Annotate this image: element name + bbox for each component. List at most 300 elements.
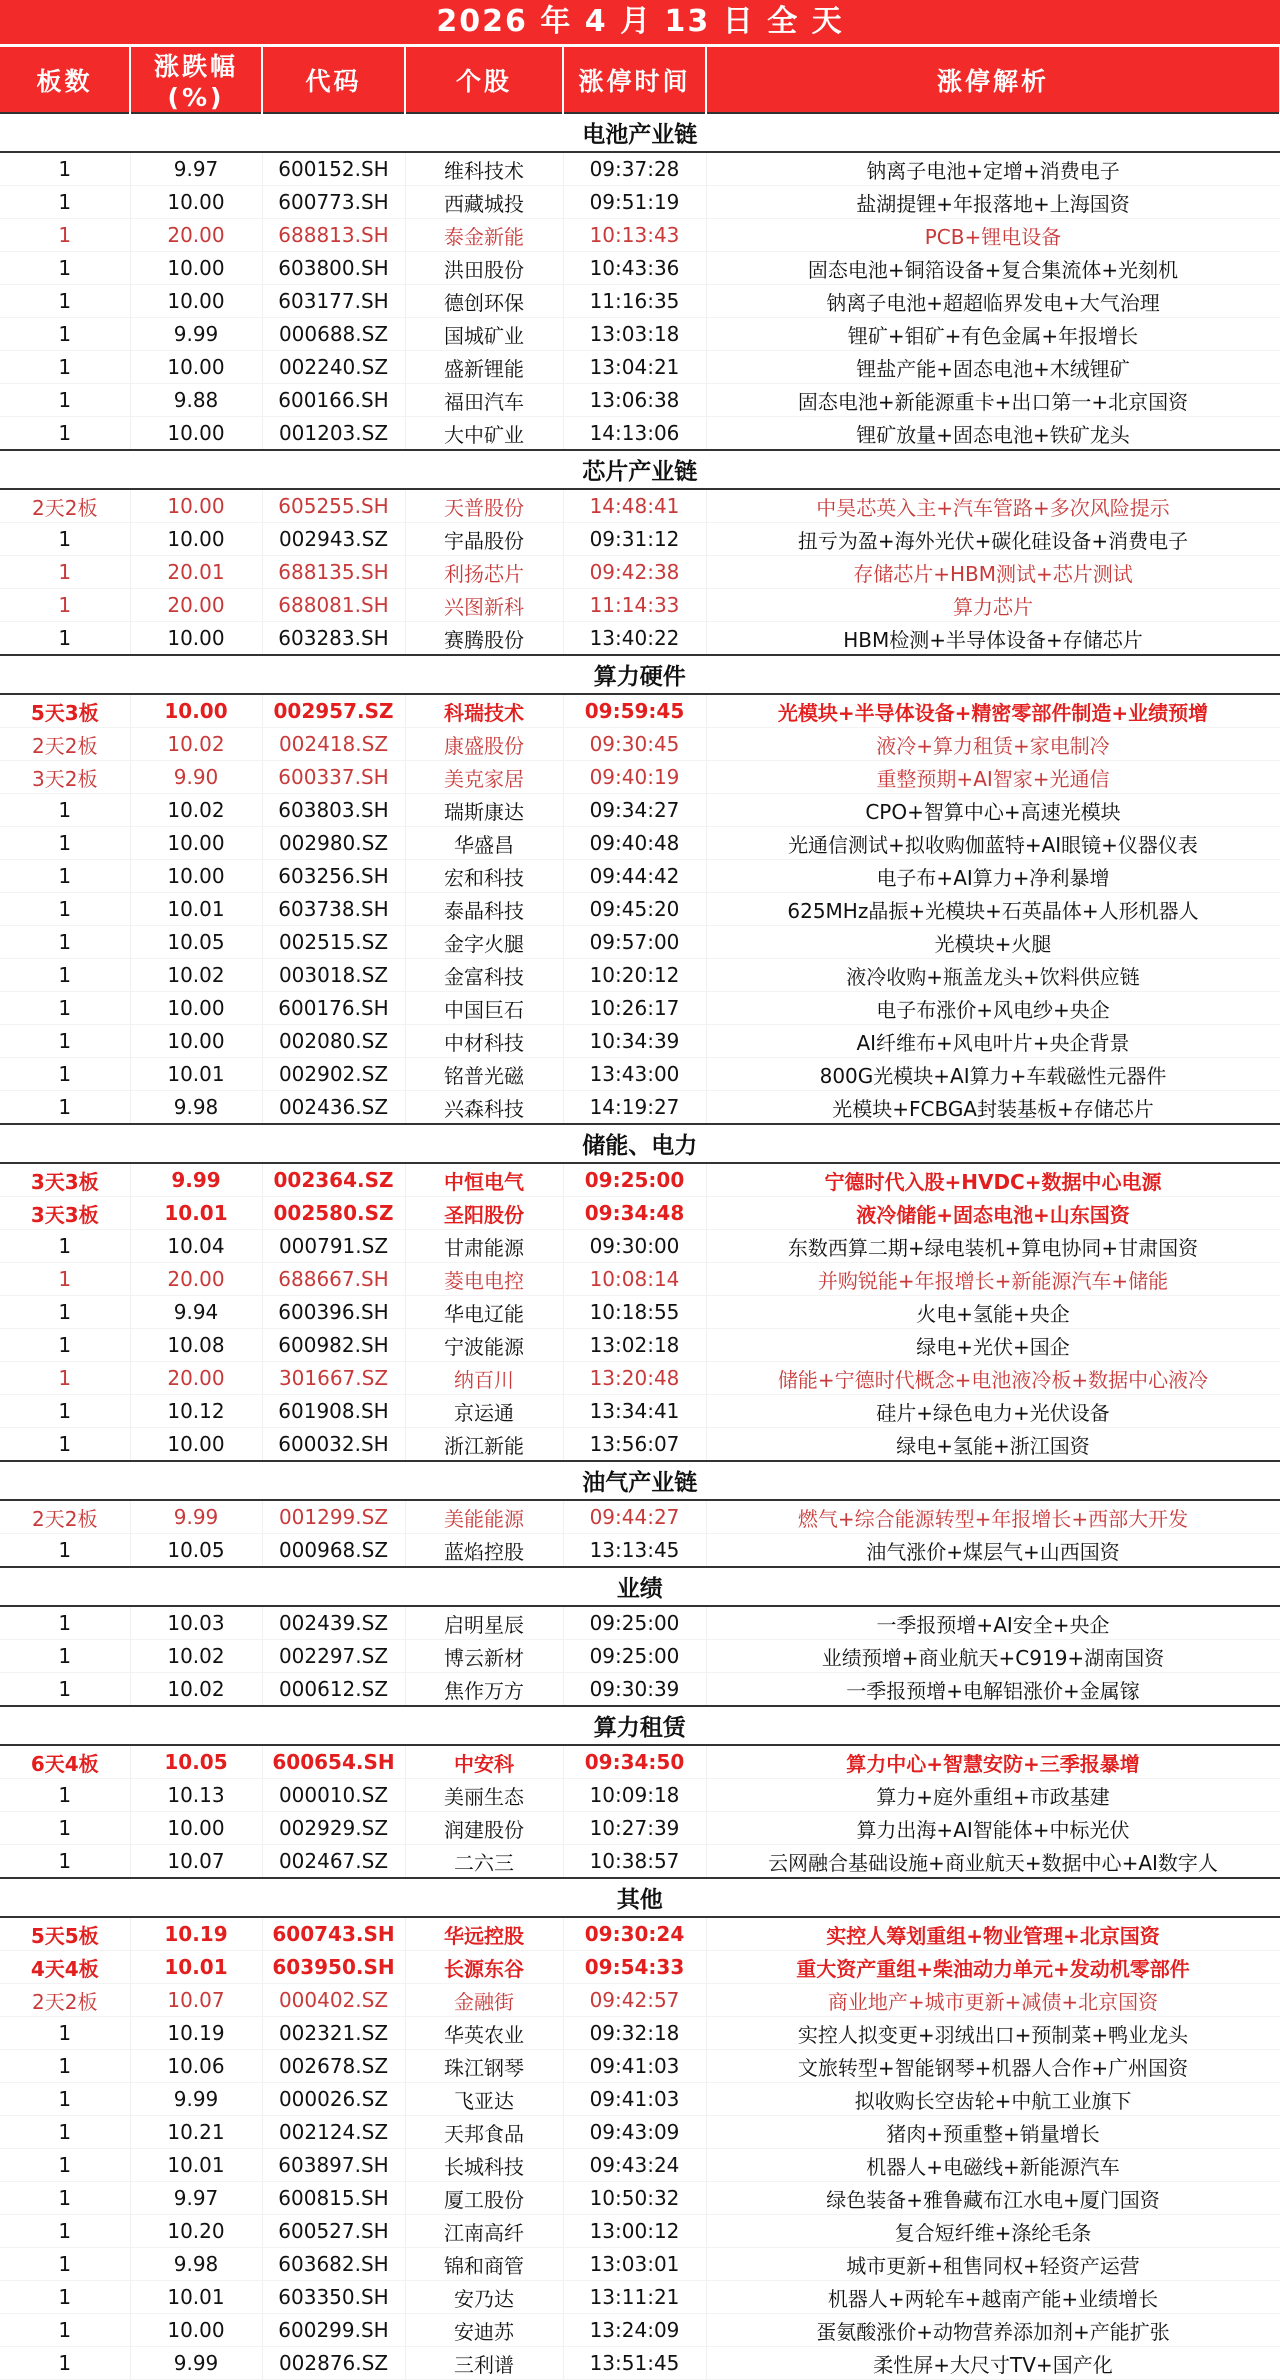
stock-code-cell: 002876.SZ bbox=[262, 2347, 405, 2380]
stock-name-cell: 锦和商管 bbox=[405, 2248, 563, 2281]
analysis-cell: 商业地产+城市更新+减债+北京国资 bbox=[706, 1984, 1280, 2017]
stock-code-cell: 000402.SZ bbox=[262, 1984, 405, 2017]
limit-time-cell: 14:48:41 bbox=[563, 489, 706, 523]
table-row bbox=[0, 489, 1280, 523]
stock-name-cell: 赛腾股份 bbox=[405, 622, 563, 656]
section-row bbox=[0, 1567, 1280, 1606]
header-limit-time: 涨停时间 bbox=[563, 47, 706, 113]
change-pct-cell: 10.01 bbox=[130, 1951, 262, 1984]
board-count-cell: 1 bbox=[0, 1329, 130, 1362]
board-count-cell: 1 bbox=[0, 2182, 130, 2215]
analysis-cell: 盐湖提锂+年报落地+上海国资 bbox=[706, 186, 1280, 219]
limit-time-cell: 09:57:00 bbox=[563, 926, 706, 959]
analysis-cell: 宁德时代入股+HVDC+数据中心电源 bbox=[706, 1163, 1280, 1197]
change-pct-cell: 10.12 bbox=[130, 1395, 262, 1428]
stock-name-cell: 中恒电气 bbox=[405, 1163, 563, 1197]
analysis-cell: 猪肉+预重整+销量增长 bbox=[706, 2116, 1280, 2149]
table-row bbox=[0, 1917, 1280, 1951]
change-pct-cell: 10.00 bbox=[130, 1428, 262, 1462]
analysis-cell: AI纤维布+风电叶片+央企背景 bbox=[706, 1025, 1280, 1058]
analysis-cell: 625MHz晶振+光模块+石英晶体+人形机器人 bbox=[706, 893, 1280, 926]
stock-code-cell: 605255.SH bbox=[262, 489, 405, 523]
stock-name-cell: 盛新锂能 bbox=[405, 351, 563, 384]
limit-time-cell: 09:34:27 bbox=[563, 794, 706, 827]
change-pct-cell: 10.13 bbox=[130, 1779, 262, 1812]
board-count-cell: 1 bbox=[0, 1362, 130, 1395]
table-row bbox=[0, 2017, 1280, 2050]
analysis-cell: PCB+锂电设备 bbox=[706, 219, 1280, 252]
stock-code-cell: 002124.SZ bbox=[262, 2116, 405, 2149]
limit-time-cell: 10:38:57 bbox=[563, 1845, 706, 1879]
limit-time-cell: 13:03:18 bbox=[563, 318, 706, 351]
limit-time-cell: 13:03:01 bbox=[563, 2248, 706, 2281]
stock-name-cell: 宏和科技 bbox=[405, 860, 563, 893]
table-row bbox=[0, 2050, 1280, 2083]
limit-time-cell: 09:44:42 bbox=[563, 860, 706, 893]
change-pct-cell: 10.00 bbox=[130, 860, 262, 893]
table-row bbox=[0, 794, 1280, 827]
limit-time-cell: 13:24:09 bbox=[563, 2314, 706, 2347]
stock-name-cell: 华远控股 bbox=[405, 1917, 563, 1951]
change-pct-cell: 20.01 bbox=[130, 556, 262, 589]
change-pct-cell: 10.00 bbox=[130, 351, 262, 384]
limit-time-cell: 09:41:03 bbox=[563, 2050, 706, 2083]
analysis-cell: 钠离子电池+定增+消费电子 bbox=[706, 152, 1280, 186]
board-count-cell: 1 bbox=[0, 1025, 130, 1058]
board-count-cell: 1 bbox=[0, 1812, 130, 1845]
limit-time-cell: 09:44:27 bbox=[563, 1500, 706, 1534]
analysis-cell: 文旅转型+智能钢琴+机器人合作+广州国资 bbox=[706, 2050, 1280, 2083]
table-row bbox=[0, 1197, 1280, 1230]
analysis-cell: 重整预期+AI智家+光通信 bbox=[706, 761, 1280, 794]
stock-code-cell: 002297.SZ bbox=[262, 1640, 405, 1673]
table-row bbox=[0, 1745, 1280, 1779]
analysis-cell: 蛋氨酸涨价+动物营养添加剂+产能扩张 bbox=[706, 2314, 1280, 2347]
stock-name-cell: 纳百川 bbox=[405, 1362, 563, 1395]
limit-time-cell: 10:43:36 bbox=[563, 252, 706, 285]
analysis-cell: 绿色装备+雅鲁藏布江水电+厦门国资 bbox=[706, 2182, 1280, 2215]
table-row bbox=[0, 893, 1280, 926]
stock-code-cell: 002467.SZ bbox=[262, 1845, 405, 1879]
analysis-cell: 算力出海+AI智能体+中标光伏 bbox=[706, 1812, 1280, 1845]
analysis-cell: 机器人+电磁线+新能源汽车 bbox=[706, 2149, 1280, 2182]
stock-name-cell: 二六三 bbox=[405, 1845, 563, 1879]
limit-time-cell: 09:30:39 bbox=[563, 1673, 706, 1707]
table-row bbox=[0, 694, 1280, 728]
analysis-cell: 光模块+半导体设备+精密零部件制造+业绩预增 bbox=[706, 694, 1280, 728]
analysis-cell: 固态电池+铜箔设备+复合集流体+光刻机 bbox=[706, 252, 1280, 285]
limit-time-cell: 13:43:00 bbox=[563, 1058, 706, 1091]
header-code: 代码 bbox=[262, 47, 405, 113]
table-row bbox=[0, 1263, 1280, 1296]
section-title: 电池产业链 bbox=[0, 113, 1280, 152]
stock-code-cell: 000968.SZ bbox=[262, 1534, 405, 1568]
stock-name-cell: 安迪苏 bbox=[405, 2314, 563, 2347]
table-row bbox=[0, 2215, 1280, 2248]
table-body bbox=[0, 113, 1280, 2380]
change-pct-cell: 9.88 bbox=[130, 384, 262, 417]
change-pct-cell: 10.01 bbox=[130, 1197, 262, 1230]
stock-code-cell: 002418.SZ bbox=[262, 728, 405, 761]
change-pct-cell: 10.00 bbox=[130, 489, 262, 523]
limit-time-cell: 10:18:55 bbox=[563, 1296, 706, 1329]
stock-code-cell: 603897.SH bbox=[262, 2149, 405, 2182]
table-row bbox=[0, 252, 1280, 285]
limit-time-cell: 13:06:38 bbox=[563, 384, 706, 417]
table-row bbox=[0, 318, 1280, 351]
board-count-cell: 1 bbox=[0, 926, 130, 959]
analysis-cell: 电子布涨价+风电纱+央企 bbox=[706, 992, 1280, 1025]
limit-time-cell: 09:43:09 bbox=[563, 2116, 706, 2149]
analysis-cell: 储能+宁德时代概念+电池液冷板+数据中心液冷 bbox=[706, 1362, 1280, 1395]
change-pct-cell: 10.20 bbox=[130, 2215, 262, 2248]
change-pct-cell: 10.01 bbox=[130, 2281, 262, 2314]
limit-time-cell: 09:32:18 bbox=[563, 2017, 706, 2050]
change-pct-cell: 9.99 bbox=[130, 2083, 262, 2116]
stock-code-cell: 600337.SH bbox=[262, 761, 405, 794]
change-pct-cell: 9.99 bbox=[130, 2347, 262, 2380]
stock-name-cell: 康盛股份 bbox=[405, 728, 563, 761]
change-pct-cell: 10.04 bbox=[130, 1230, 262, 1263]
table-row bbox=[0, 2248, 1280, 2281]
stock-name-cell: 宁波能源 bbox=[405, 1329, 563, 1362]
board-count-cell: 1 bbox=[0, 351, 130, 384]
stock-name-cell: 福田汽车 bbox=[405, 384, 563, 417]
limit-time-cell: 09:25:00 bbox=[563, 1640, 706, 1673]
stock-name-cell: 京运通 bbox=[405, 1395, 563, 1428]
table-row bbox=[0, 860, 1280, 893]
analysis-cell: 一季报预增+AI安全+央企 bbox=[706, 1606, 1280, 1640]
analysis-cell: CPO+智算中心+高速光模块 bbox=[706, 794, 1280, 827]
table-row bbox=[0, 959, 1280, 992]
change-pct-cell: 10.02 bbox=[130, 728, 262, 761]
section-title: 油气产业链 bbox=[0, 1461, 1280, 1500]
table-row bbox=[0, 523, 1280, 556]
limit-time-cell: 13:51:45 bbox=[563, 2347, 706, 2380]
board-count-cell: 5天3板 bbox=[0, 694, 130, 728]
board-count-cell: 1 bbox=[0, 523, 130, 556]
analysis-cell: 中昊芯英入主+汽车管路+多次风险提示 bbox=[706, 489, 1280, 523]
limit-time-cell: 09:30:45 bbox=[563, 728, 706, 761]
table-row bbox=[0, 1812, 1280, 1845]
change-pct-cell: 10.00 bbox=[130, 1025, 262, 1058]
stock-name-cell: 厦工股份 bbox=[405, 2182, 563, 2215]
limit-time-cell: 13:13:45 bbox=[563, 1534, 706, 1568]
limit-time-cell: 13:40:22 bbox=[563, 622, 706, 656]
stock-name-cell: 天邦食品 bbox=[405, 2116, 563, 2149]
board-count-cell: 3天3板 bbox=[0, 1197, 130, 1230]
board-count-cell: 1 bbox=[0, 252, 130, 285]
stock-code-cell: 600527.SH bbox=[262, 2215, 405, 2248]
table-row bbox=[0, 417, 1280, 451]
limit-time-cell: 10:27:39 bbox=[563, 1812, 706, 1845]
table-row bbox=[0, 589, 1280, 622]
board-count-cell: 1 bbox=[0, 2083, 130, 2116]
table-row bbox=[0, 186, 1280, 219]
stock-code-cell: 600815.SH bbox=[262, 2182, 405, 2215]
table-row bbox=[0, 1230, 1280, 1263]
board-count-cell: 1 bbox=[0, 2281, 130, 2314]
section-title: 其他 bbox=[0, 1878, 1280, 1917]
limit-time-cell: 09:34:48 bbox=[563, 1197, 706, 1230]
change-pct-cell: 10.00 bbox=[130, 622, 262, 656]
change-pct-cell: 10.06 bbox=[130, 2050, 262, 2083]
table-row bbox=[0, 384, 1280, 417]
board-count-cell: 1 bbox=[0, 318, 130, 351]
stock-code-cell: 000612.SZ bbox=[262, 1673, 405, 1707]
board-count-cell: 5天5板 bbox=[0, 1917, 130, 1951]
table-row bbox=[0, 761, 1280, 794]
analysis-cell: 液冷收购+瓶盖龙头+饮料供应链 bbox=[706, 959, 1280, 992]
board-count-cell: 1 bbox=[0, 1534, 130, 1568]
analysis-cell: 绿电+氢能+浙江国资 bbox=[706, 1428, 1280, 1462]
change-pct-cell: 10.00 bbox=[130, 523, 262, 556]
stock-code-cell: 002439.SZ bbox=[262, 1606, 405, 1640]
section-title: 芯片产业链 bbox=[0, 450, 1280, 489]
analysis-cell: 电子布+AI算力+净利暴增 bbox=[706, 860, 1280, 893]
change-pct-cell: 20.00 bbox=[130, 1263, 262, 1296]
table-row bbox=[0, 1025, 1280, 1058]
analysis-cell: 钠离子电池+超超临界发电+大气治理 bbox=[706, 285, 1280, 318]
stock-name-cell: 飞亚达 bbox=[405, 2083, 563, 2116]
stock-code-cell: 003018.SZ bbox=[262, 959, 405, 992]
limit-up-table bbox=[0, 47, 1280, 2380]
change-pct-cell: 9.98 bbox=[130, 1091, 262, 1125]
board-count-cell: 1 bbox=[0, 152, 130, 186]
board-count-cell: 1 bbox=[0, 622, 130, 656]
header-board-count: 板数 bbox=[0, 47, 130, 113]
limit-time-cell: 10:20:12 bbox=[563, 959, 706, 992]
board-count-cell: 1 bbox=[0, 1845, 130, 1879]
stock-name-cell: 国城矿业 bbox=[405, 318, 563, 351]
change-pct-cell: 10.05 bbox=[130, 1745, 262, 1779]
stock-code-cell: 002943.SZ bbox=[262, 523, 405, 556]
analysis-cell: HBM检测+半导体设备+存储芯片 bbox=[706, 622, 1280, 656]
stock-code-cell: 603950.SH bbox=[262, 1951, 405, 1984]
table-row bbox=[0, 1779, 1280, 1812]
analysis-cell: 扭亏为盈+海外光伏+碳化硅设备+消费电子 bbox=[706, 523, 1280, 556]
board-count-cell: 1 bbox=[0, 794, 130, 827]
stock-name-cell: 西藏城投 bbox=[405, 186, 563, 219]
board-count-cell: 1 bbox=[0, 827, 130, 860]
stock-name-cell: 铭普光磁 bbox=[405, 1058, 563, 1091]
stock-name-cell: 三利谱 bbox=[405, 2347, 563, 2380]
board-count-cell: 1 bbox=[0, 959, 130, 992]
limit-time-cell: 09:40:19 bbox=[563, 761, 706, 794]
change-pct-cell: 10.05 bbox=[130, 1534, 262, 1568]
board-count-cell: 1 bbox=[0, 589, 130, 622]
stock-code-cell: 001203.SZ bbox=[262, 417, 405, 451]
limit-time-cell: 13:00:12 bbox=[563, 2215, 706, 2248]
stock-code-cell: 002515.SZ bbox=[262, 926, 405, 959]
stock-name-cell: 焦作万方 bbox=[405, 1673, 563, 1707]
stock-name-cell: 维科技术 bbox=[405, 152, 563, 186]
board-count-cell: 2天2板 bbox=[0, 1500, 130, 1534]
header-change-pct: 涨跌幅(%) bbox=[130, 47, 262, 113]
stock-name-cell: 浙江新能 bbox=[405, 1428, 563, 1462]
change-pct-cell: 9.99 bbox=[130, 318, 262, 351]
stock-code-cell: 688667.SH bbox=[262, 1263, 405, 1296]
stock-code-cell: 600773.SH bbox=[262, 186, 405, 219]
stock-name-cell: 蓝焰控股 bbox=[405, 1534, 563, 1568]
change-pct-cell: 10.07 bbox=[130, 1845, 262, 1879]
stock-code-cell: 002902.SZ bbox=[262, 1058, 405, 1091]
header-row bbox=[0, 47, 1280, 113]
stock-name-cell: 泰晶科技 bbox=[405, 893, 563, 926]
change-pct-cell: 10.05 bbox=[130, 926, 262, 959]
board-count-cell: 1 bbox=[0, 2314, 130, 2347]
board-count-cell: 1 bbox=[0, 2149, 130, 2182]
change-pct-cell: 10.01 bbox=[130, 1058, 262, 1091]
table-row bbox=[0, 622, 1280, 656]
change-pct-cell: 10.21 bbox=[130, 2116, 262, 2149]
limit-time-cell: 09:43:24 bbox=[563, 2149, 706, 2182]
board-count-cell: 3天2板 bbox=[0, 761, 130, 794]
board-count-cell: 1 bbox=[0, 2116, 130, 2149]
stock-code-cell: 603738.SH bbox=[262, 893, 405, 926]
limit-time-cell: 13:20:48 bbox=[563, 1362, 706, 1395]
analysis-cell: 液冷储能+固态电池+山东国资 bbox=[706, 1197, 1280, 1230]
change-pct-cell: 20.00 bbox=[130, 1362, 262, 1395]
stock-code-cell: 002080.SZ bbox=[262, 1025, 405, 1058]
table-row bbox=[0, 1329, 1280, 1362]
board-count-cell: 1 bbox=[0, 2215, 130, 2248]
section-title: 业绩 bbox=[0, 1567, 1280, 1606]
analysis-cell: 液冷+算力租赁+家电制冷 bbox=[706, 728, 1280, 761]
section-title: 储能、电力 bbox=[0, 1124, 1280, 1163]
limit-time-cell: 09:25:00 bbox=[563, 1163, 706, 1197]
limit-time-cell: 13:11:21 bbox=[563, 2281, 706, 2314]
board-count-cell: 1 bbox=[0, 893, 130, 926]
table-row bbox=[0, 152, 1280, 186]
change-pct-cell: 10.00 bbox=[130, 2314, 262, 2347]
stock-name-cell: 洪田股份 bbox=[405, 252, 563, 285]
stock-name-cell: 华英农业 bbox=[405, 2017, 563, 2050]
board-count-cell: 1 bbox=[0, 1263, 130, 1296]
limit-time-cell: 10:09:18 bbox=[563, 1779, 706, 1812]
analysis-cell: 算力中心+智慧安防+三季报暴增 bbox=[706, 1745, 1280, 1779]
analysis-cell: 重大资产重组+柴油动力单元+发动机零部件 bbox=[706, 1951, 1280, 1984]
change-pct-cell: 10.00 bbox=[130, 694, 262, 728]
limit-time-cell: 09:40:48 bbox=[563, 827, 706, 860]
analysis-cell: 算力+庭外重组+市政基建 bbox=[706, 1779, 1280, 1812]
analysis-cell: 拟收购长空齿轮+中航工业旗下 bbox=[706, 2083, 1280, 2116]
board-count-cell: 1 bbox=[0, 219, 130, 252]
stock-code-cell: 603283.SH bbox=[262, 622, 405, 656]
change-pct-cell: 10.19 bbox=[130, 2017, 262, 2050]
stock-code-cell: 601908.SH bbox=[262, 1395, 405, 1428]
stock-name-cell: 美能能源 bbox=[405, 1500, 563, 1534]
section-row bbox=[0, 655, 1280, 694]
stock-code-cell: 002364.SZ bbox=[262, 1163, 405, 1197]
limit-time-cell: 09:31:12 bbox=[563, 523, 706, 556]
limit-time-cell: 14:19:27 bbox=[563, 1091, 706, 1125]
board-count-cell: 6天4板 bbox=[0, 1745, 130, 1779]
change-pct-cell: 20.00 bbox=[130, 589, 262, 622]
table-row bbox=[0, 556, 1280, 589]
analysis-cell: 锂矿+钼矿+有色金属+年报增长 bbox=[706, 318, 1280, 351]
stock-name-cell: 兴森科技 bbox=[405, 1091, 563, 1125]
analysis-cell: 硅片+绿色电力+光伏设备 bbox=[706, 1395, 1280, 1428]
board-count-cell: 1 bbox=[0, 2017, 130, 2050]
analysis-cell: 机器人+两轮车+越南产能+业绩增长 bbox=[706, 2281, 1280, 2314]
stock-name-cell: 天普股份 bbox=[405, 489, 563, 523]
header-analysis: 涨停解析 bbox=[706, 47, 1280, 113]
board-count-cell: 1 bbox=[0, 1606, 130, 1640]
limit-time-cell: 14:13:06 bbox=[563, 417, 706, 451]
section-row bbox=[0, 1878, 1280, 1917]
board-count-cell: 1 bbox=[0, 1296, 130, 1329]
limit-time-cell: 10:26:17 bbox=[563, 992, 706, 1025]
analysis-cell: 城市更新+租售同权+轻资产运营 bbox=[706, 2248, 1280, 2281]
section-row bbox=[0, 1461, 1280, 1500]
table-row bbox=[0, 2281, 1280, 2314]
stock-name-cell: 德创环保 bbox=[405, 285, 563, 318]
stock-code-cell: 603350.SH bbox=[262, 2281, 405, 2314]
limit-time-cell: 11:16:35 bbox=[563, 285, 706, 318]
table-row bbox=[0, 2347, 1280, 2380]
stock-name-cell: 菱电电控 bbox=[405, 1263, 563, 1296]
table-row bbox=[0, 2182, 1280, 2215]
table-row bbox=[0, 1673, 1280, 1707]
header-stock: 个股 bbox=[405, 47, 563, 113]
stock-name-cell: 宇晶股份 bbox=[405, 523, 563, 556]
analysis-cell: 一季报预增+电解铝涨价+金属镓 bbox=[706, 1673, 1280, 1707]
analysis-cell: 火电+氢能+央企 bbox=[706, 1296, 1280, 1329]
section-row bbox=[0, 450, 1280, 489]
stock-code-cell: 301667.SZ bbox=[262, 1362, 405, 1395]
board-count-cell: 1 bbox=[0, 384, 130, 417]
change-pct-cell: 10.07 bbox=[130, 1984, 262, 2017]
stock-code-cell: 688135.SH bbox=[262, 556, 405, 589]
analysis-cell: 锂盐产能+固态电池+木绒锂矿 bbox=[706, 351, 1280, 384]
analysis-cell: 并购锐能+年报增长+新能源汽车+储能 bbox=[706, 1263, 1280, 1296]
board-count-cell: 1 bbox=[0, 2050, 130, 2083]
analysis-cell: 实控人拟变更+羽绒出口+预制菜+鸭业龙头 bbox=[706, 2017, 1280, 2050]
stock-code-cell: 600032.SH bbox=[262, 1428, 405, 1462]
change-pct-cell: 10.01 bbox=[130, 2149, 262, 2182]
board-count-cell: 1 bbox=[0, 556, 130, 589]
change-pct-cell: 10.00 bbox=[130, 252, 262, 285]
board-count-cell: 1 bbox=[0, 417, 130, 451]
board-count-cell: 2天2板 bbox=[0, 1984, 130, 2017]
analysis-cell: 油气涨价+煤层气+山西国资 bbox=[706, 1534, 1280, 1568]
stock-code-cell: 002957.SZ bbox=[262, 694, 405, 728]
table-row bbox=[0, 351, 1280, 384]
stock-name-cell: 圣阳股份 bbox=[405, 1197, 563, 1230]
table-row bbox=[0, 1534, 1280, 1568]
change-pct-cell: 10.19 bbox=[130, 1917, 262, 1951]
stock-name-cell: 金富科技 bbox=[405, 959, 563, 992]
limit-time-cell: 13:56:07 bbox=[563, 1428, 706, 1462]
stock-name-cell: 金字火腿 bbox=[405, 926, 563, 959]
stock-code-cell: 002678.SZ bbox=[262, 2050, 405, 2083]
board-count-cell: 1 bbox=[0, 992, 130, 1025]
board-count-cell: 2天2板 bbox=[0, 728, 130, 761]
board-count-cell: 1 bbox=[0, 285, 130, 318]
analysis-cell: 云网融合基础设施+商业航天+数据中心+AI数字人 bbox=[706, 1845, 1280, 1879]
stock-code-cell: 600299.SH bbox=[262, 2314, 405, 2347]
change-pct-cell: 10.00 bbox=[130, 285, 262, 318]
stock-code-cell: 603800.SH bbox=[262, 252, 405, 285]
change-pct-cell: 20.00 bbox=[130, 219, 262, 252]
limit-time-cell: 13:02:18 bbox=[563, 1329, 706, 1362]
table-row bbox=[0, 2083, 1280, 2116]
table-row bbox=[0, 1058, 1280, 1091]
change-pct-cell: 9.94 bbox=[130, 1296, 262, 1329]
analysis-cell: 锂矿放量+固态电池+铁矿龙头 bbox=[706, 417, 1280, 451]
table-row bbox=[0, 1296, 1280, 1329]
